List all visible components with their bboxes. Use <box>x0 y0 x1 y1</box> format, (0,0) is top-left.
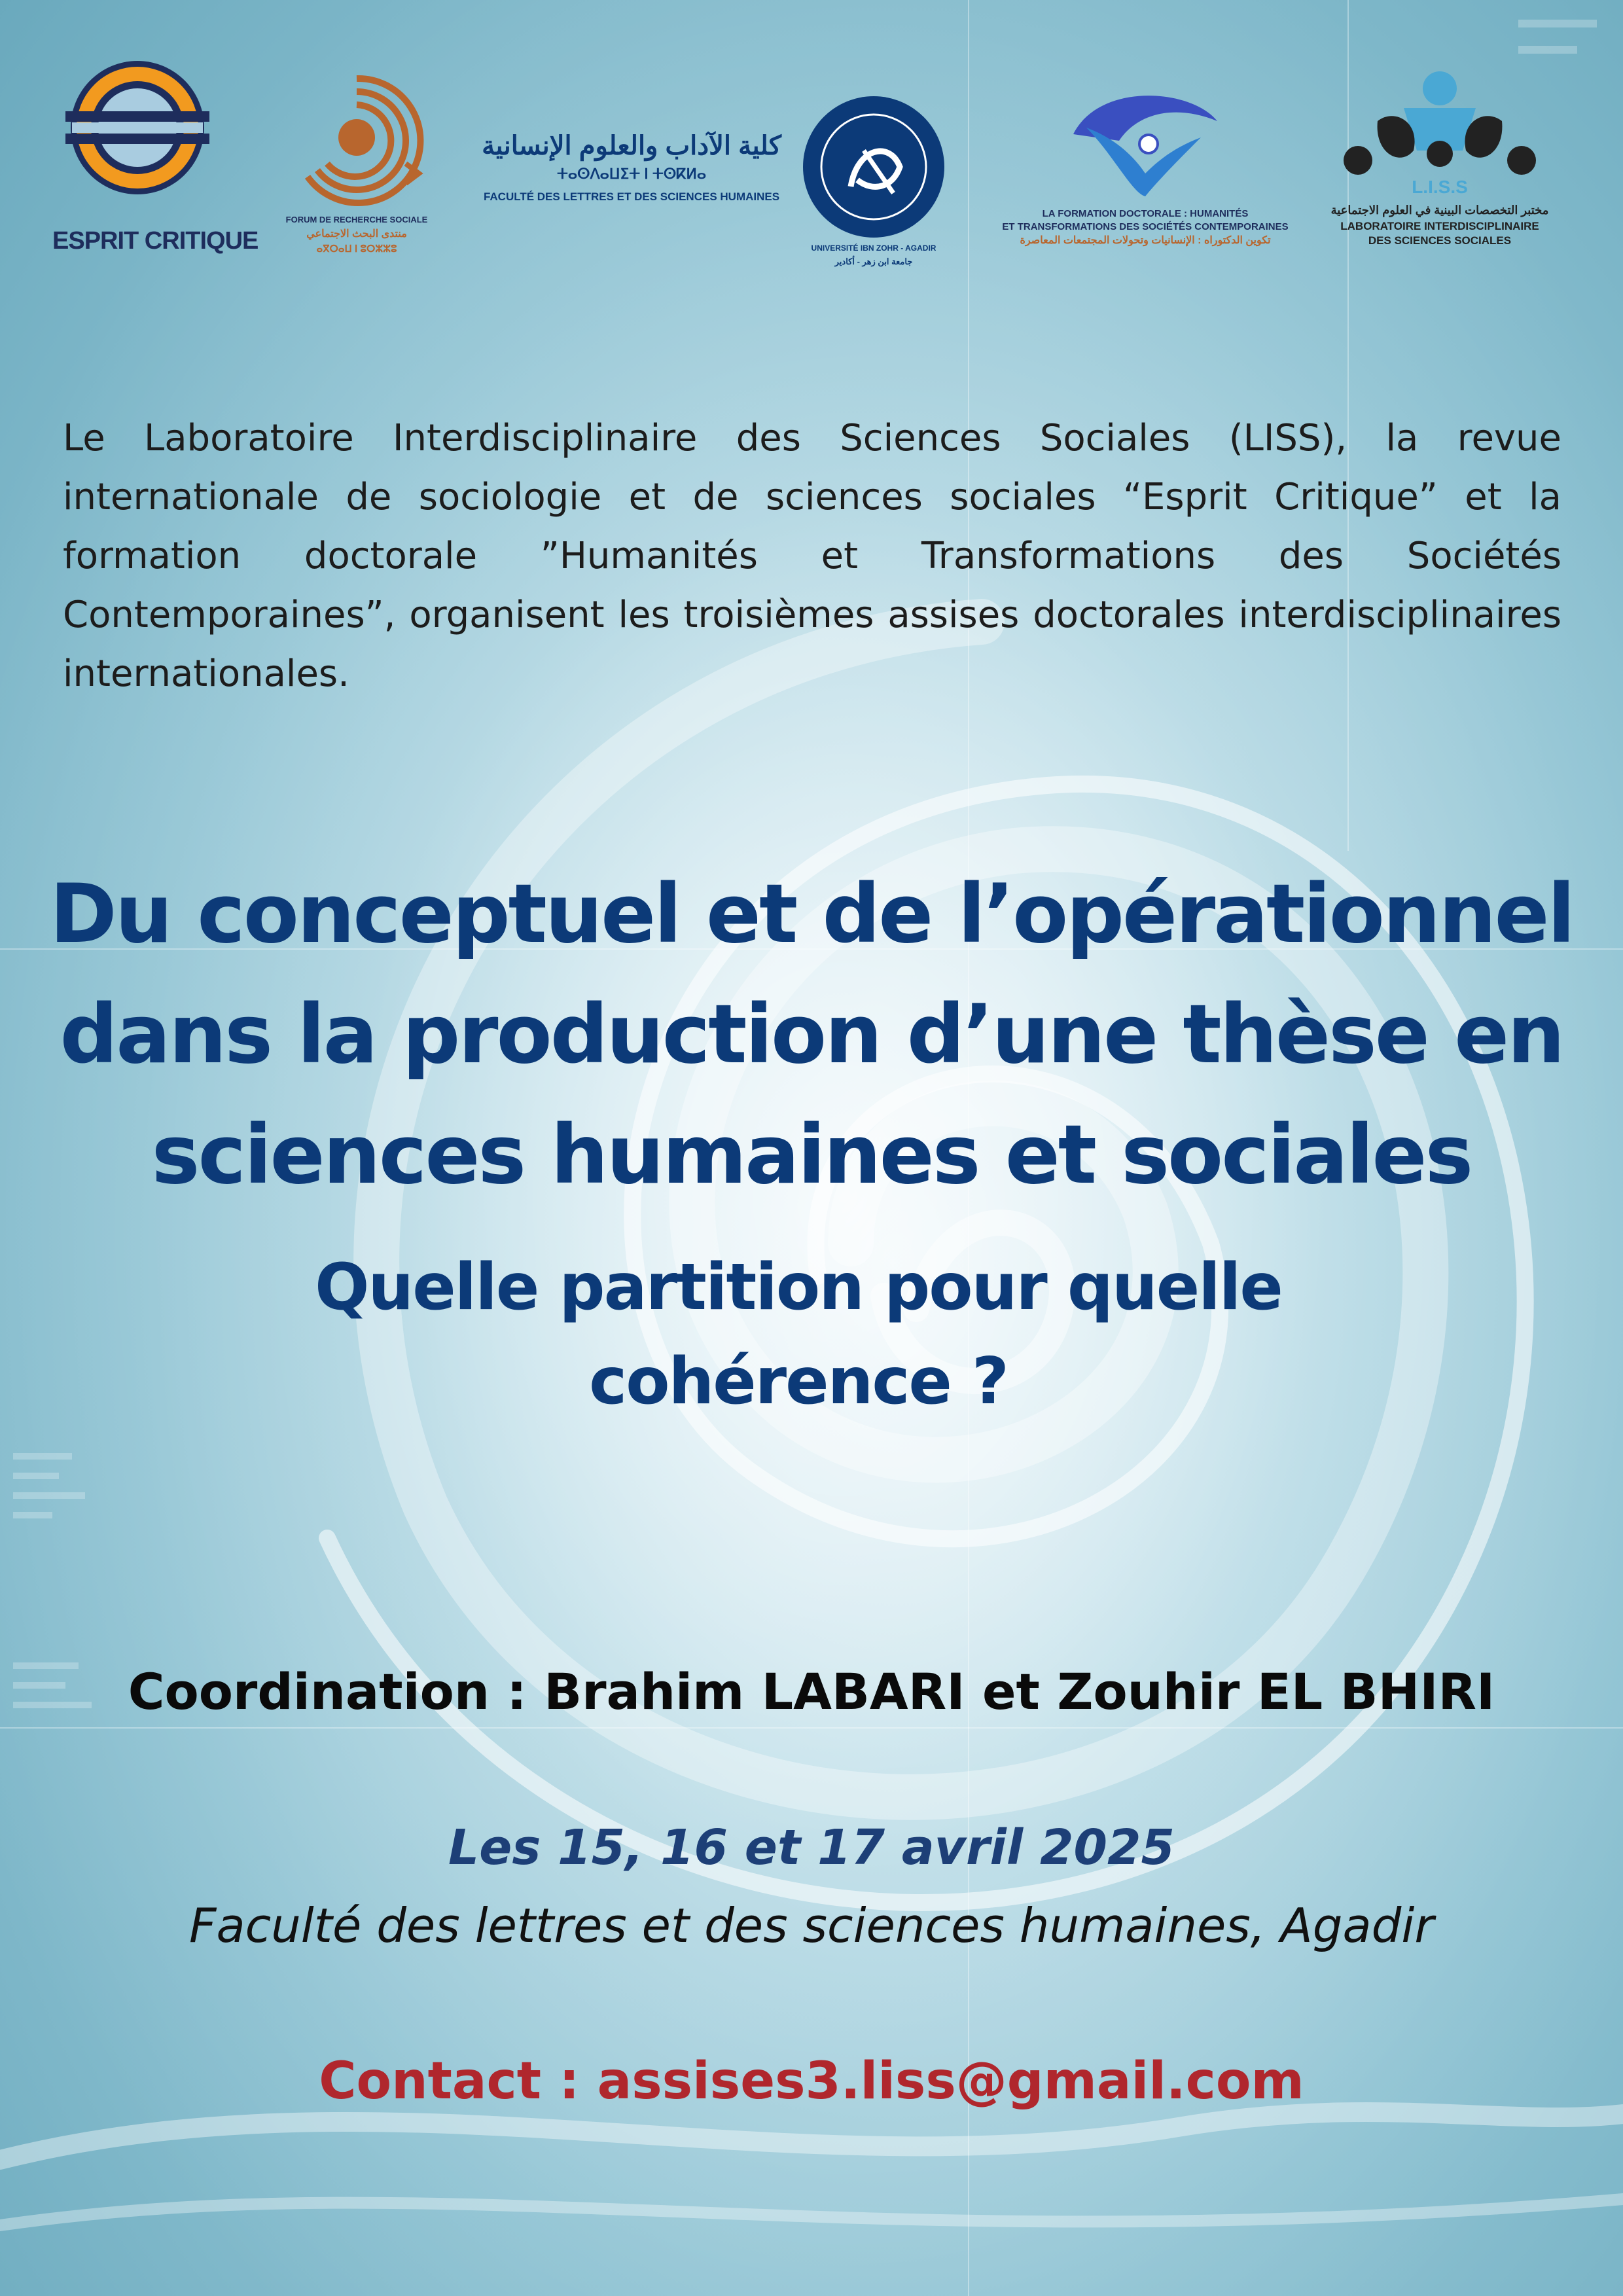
esprit-critique-caption: ESPRIT CRITIQUE <box>52 227 259 255</box>
formation-caption-ar: تكوين الدكتوراه : الإنسانيات وتحولات المجتمعات المعاصرة <box>1020 235 1271 246</box>
liss-acronym: L.I.S.S <box>1412 177 1468 197</box>
formation-caption-line1: LA FORMATION DOCTORALE : HUMANITÉS <box>1042 208 1249 219</box>
forum-caption-tfng: ⴰⴳⵔⴰⵡ ⵏ ⵓⵔⵣⵣⵓ <box>316 243 397 255</box>
coordination-line: Coordination : Brahim LABARI et Zouhir EL BHIRI <box>128 1662 1495 1721</box>
event-venue: Faculté des lettres et des sciences humaines, Agadir <box>189 1898 1434 1953</box>
universite-caption: UNIVERSITÉ IBN ZOHR - AGADIR <box>811 243 936 253</box>
liss-caption-ar: مختبر التخصصات البينية في العلوم الاجتماعية <box>1330 204 1549 217</box>
forum-caption-ar: منتدى البحث الاجتماعي <box>306 228 407 240</box>
subtitle-line-2: cohérence ? <box>589 1344 1008 1419</box>
faculte-caption-ar: كلية الآداب والعلوم الإنسانية <box>482 132 781 160</box>
forum-recherche-sociale-logo <box>288 72 425 209</box>
intro-paragraph: Le Laboratoire Interdisciplinaire des Sciences Sociales (LISS), la revue internationale de sociologie et de sciences sociales “Esprit Critique” et la formation doctorale ”Humanités et Transformations des Sociétés Contemporaines”, organisent les troisièmes assises doctorales interdisciplinaires internationales. <box>63 417 1561 695</box>
universite-caption-ar: جامعة ابن زهر - أكادير <box>834 257 913 266</box>
esprit-critique-logo <box>56 59 219 216</box>
forum-caption-fr: FORUM DE RECHERCHE SOCIALE <box>285 215 428 224</box>
liss-caption-line2: DES SCIENCES SOCIALES <box>1368 234 1512 247</box>
contact-email[interactable]: Contact : assises3.liss@gmail.com <box>319 2052 1304 2111</box>
subtitle-line-1: Quelle partition pour quelle <box>315 1250 1282 1325</box>
title-line-3: sciences humaines et sociales <box>151 1108 1472 1202</box>
title-line-2: dans la production d’une thèse en <box>60 988 1563 1082</box>
title-line-1: Du conceptuel et de l’opérationnel <box>49 867 1574 961</box>
event-dates: Les 15, 16 et 17 avril 2025 <box>448 1820 1175 1876</box>
formation-caption-line2: ET TRANSFORMATIONS DES SOCIÉTÉS CONTEMPORAINES <box>1002 221 1289 232</box>
liss-caption-line1: LABORATOIRE INTERDISCIPLINAIRE <box>1340 220 1539 232</box>
universite-ibn-zohr-seal <box>802 95 946 239</box>
formation-doctorale-logo <box>1060 82 1224 203</box>
main-title <box>20 854 1603 1215</box>
faculte-caption-fr: FACULTÉ DES LETTRES ET DES SCIENCES HUMAINES <box>483 190 780 203</box>
subtitle <box>223 1240 1374 1429</box>
faculte-caption-tfng: ⵜⴰⵙⴷⴰⵡⵉⵜ ⵏ ⵜⵙⴽⵍⴰ <box>556 166 707 182</box>
